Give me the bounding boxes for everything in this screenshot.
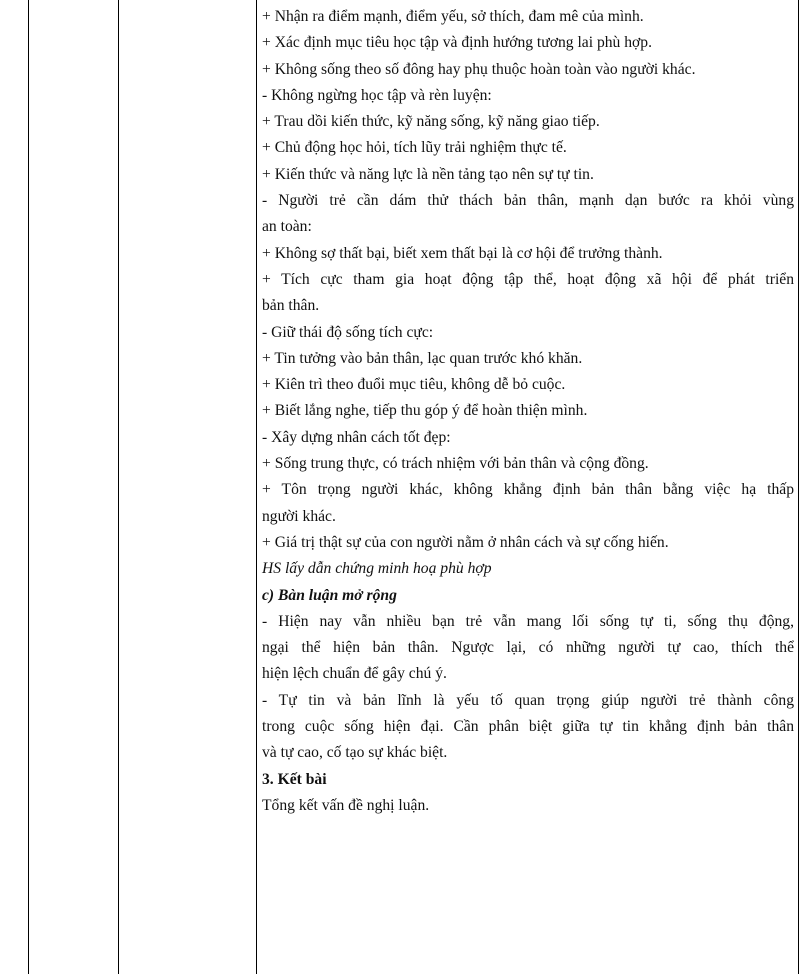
text-line: - Không ngừng học tập và rèn luyện:: [262, 86, 492, 104]
text-line: Tổng kết vấn đề nghị luận.: [262, 796, 430, 814]
text-line: trong cuộc sống hiện đại. Cần phân biệt giữa tự tin khẳng định bản thân: [262, 718, 794, 736]
table-border-3: [256, 0, 257, 974]
table-border-4: [798, 0, 799, 974]
text-line: ngại thể hiện bản thân. Ngược lại, có những người tự cao, thích thể: [262, 639, 794, 657]
text-line: + Sống trung thực, có trách nhiệm với bản thân và cộng đồng.: [262, 455, 649, 473]
text-line: + Tích cực tham gia hoạt động tập thể, hoạt động xã hội để phát triển: [262, 270, 794, 288]
text-line: + Kiên trì theo đuổi mục tiêu, không dễ bỏ cuộc.: [262, 376, 566, 394]
answer-content-cell: [262, 4, 794, 819]
text-line: + Xác định mục tiêu học tập và định hướng tương lai phù hợp.: [262, 34, 652, 52]
text-line: + Trau dồi kiến thức, kỹ năng sống, kỹ năng giao tiếp.: [262, 113, 600, 131]
table-border-2: [118, 0, 119, 974]
text-line: an toàn:: [262, 218, 312, 236]
text-line: + Kiến thức và năng lực là nền tảng tạo nên sự tự tin.: [262, 165, 594, 183]
text-line: - Người trẻ cần dám thử thách bản thân, mạnh dạn bước ra khỏi vùng: [262, 192, 794, 210]
text-line: - Hiện nay vẫn nhiều bạn trẻ vẫn mang lối sống tự ti, sống thụ động,: [262, 612, 794, 630]
text-line: - Tự tin và bản lĩnh là yếu tố quan trọng giúp người trẻ thành công: [262, 691, 794, 709]
text-line: - Giữ thái độ sống tích cực:: [262, 323, 434, 341]
table-border-1: [28, 0, 29, 974]
text-line: + Không sợ thất bại, biết xem thất bại là cơ hội để trưởng thành.: [262, 244, 663, 262]
text-line: + Biết lắng nghe, tiếp thu góp ý để hoàn thiện mình.: [262, 402, 588, 420]
text-line: bản thân.: [262, 297, 320, 315]
text-line: + Tin tưởng vào bản thân, lạc quan trước khó khăn.: [262, 349, 583, 367]
text-line: + Giá trị thật sự của con người nằm ở nhân cách và sự cống hiến.: [262, 533, 669, 551]
text-line: + Nhận ra điểm mạnh, điểm yếu, sở thích, đam mê của mình.: [262, 8, 644, 25]
text-line: + Chủ động học hỏi, tích lũy trải nghiệm thực tế.: [262, 139, 567, 157]
text-line: và tự cao, cố tạo sự khác biệt.: [262, 744, 448, 762]
section-heading: c) Bàn luận mở rộng: [262, 586, 397, 604]
text-line: hiện lệch chuẩn để gây chú ý.: [262, 665, 447, 683]
text-line: người khác.: [262, 507, 336, 525]
text-line: + Tôn trọng người khác, không khẳng định bản thân bằng việc hạ thấp: [262, 481, 794, 499]
text-line: - Xây dựng nhân cách tốt đẹp:: [262, 428, 451, 446]
section-heading: 3. Kết bài: [262, 770, 327, 788]
text-line: + Không sống theo số đông hay phụ thuộc hoàn toàn vào người khác.: [262, 60, 696, 78]
example-note: HS lấy dẫn chứng minh hoạ phù hợp: [262, 560, 492, 578]
